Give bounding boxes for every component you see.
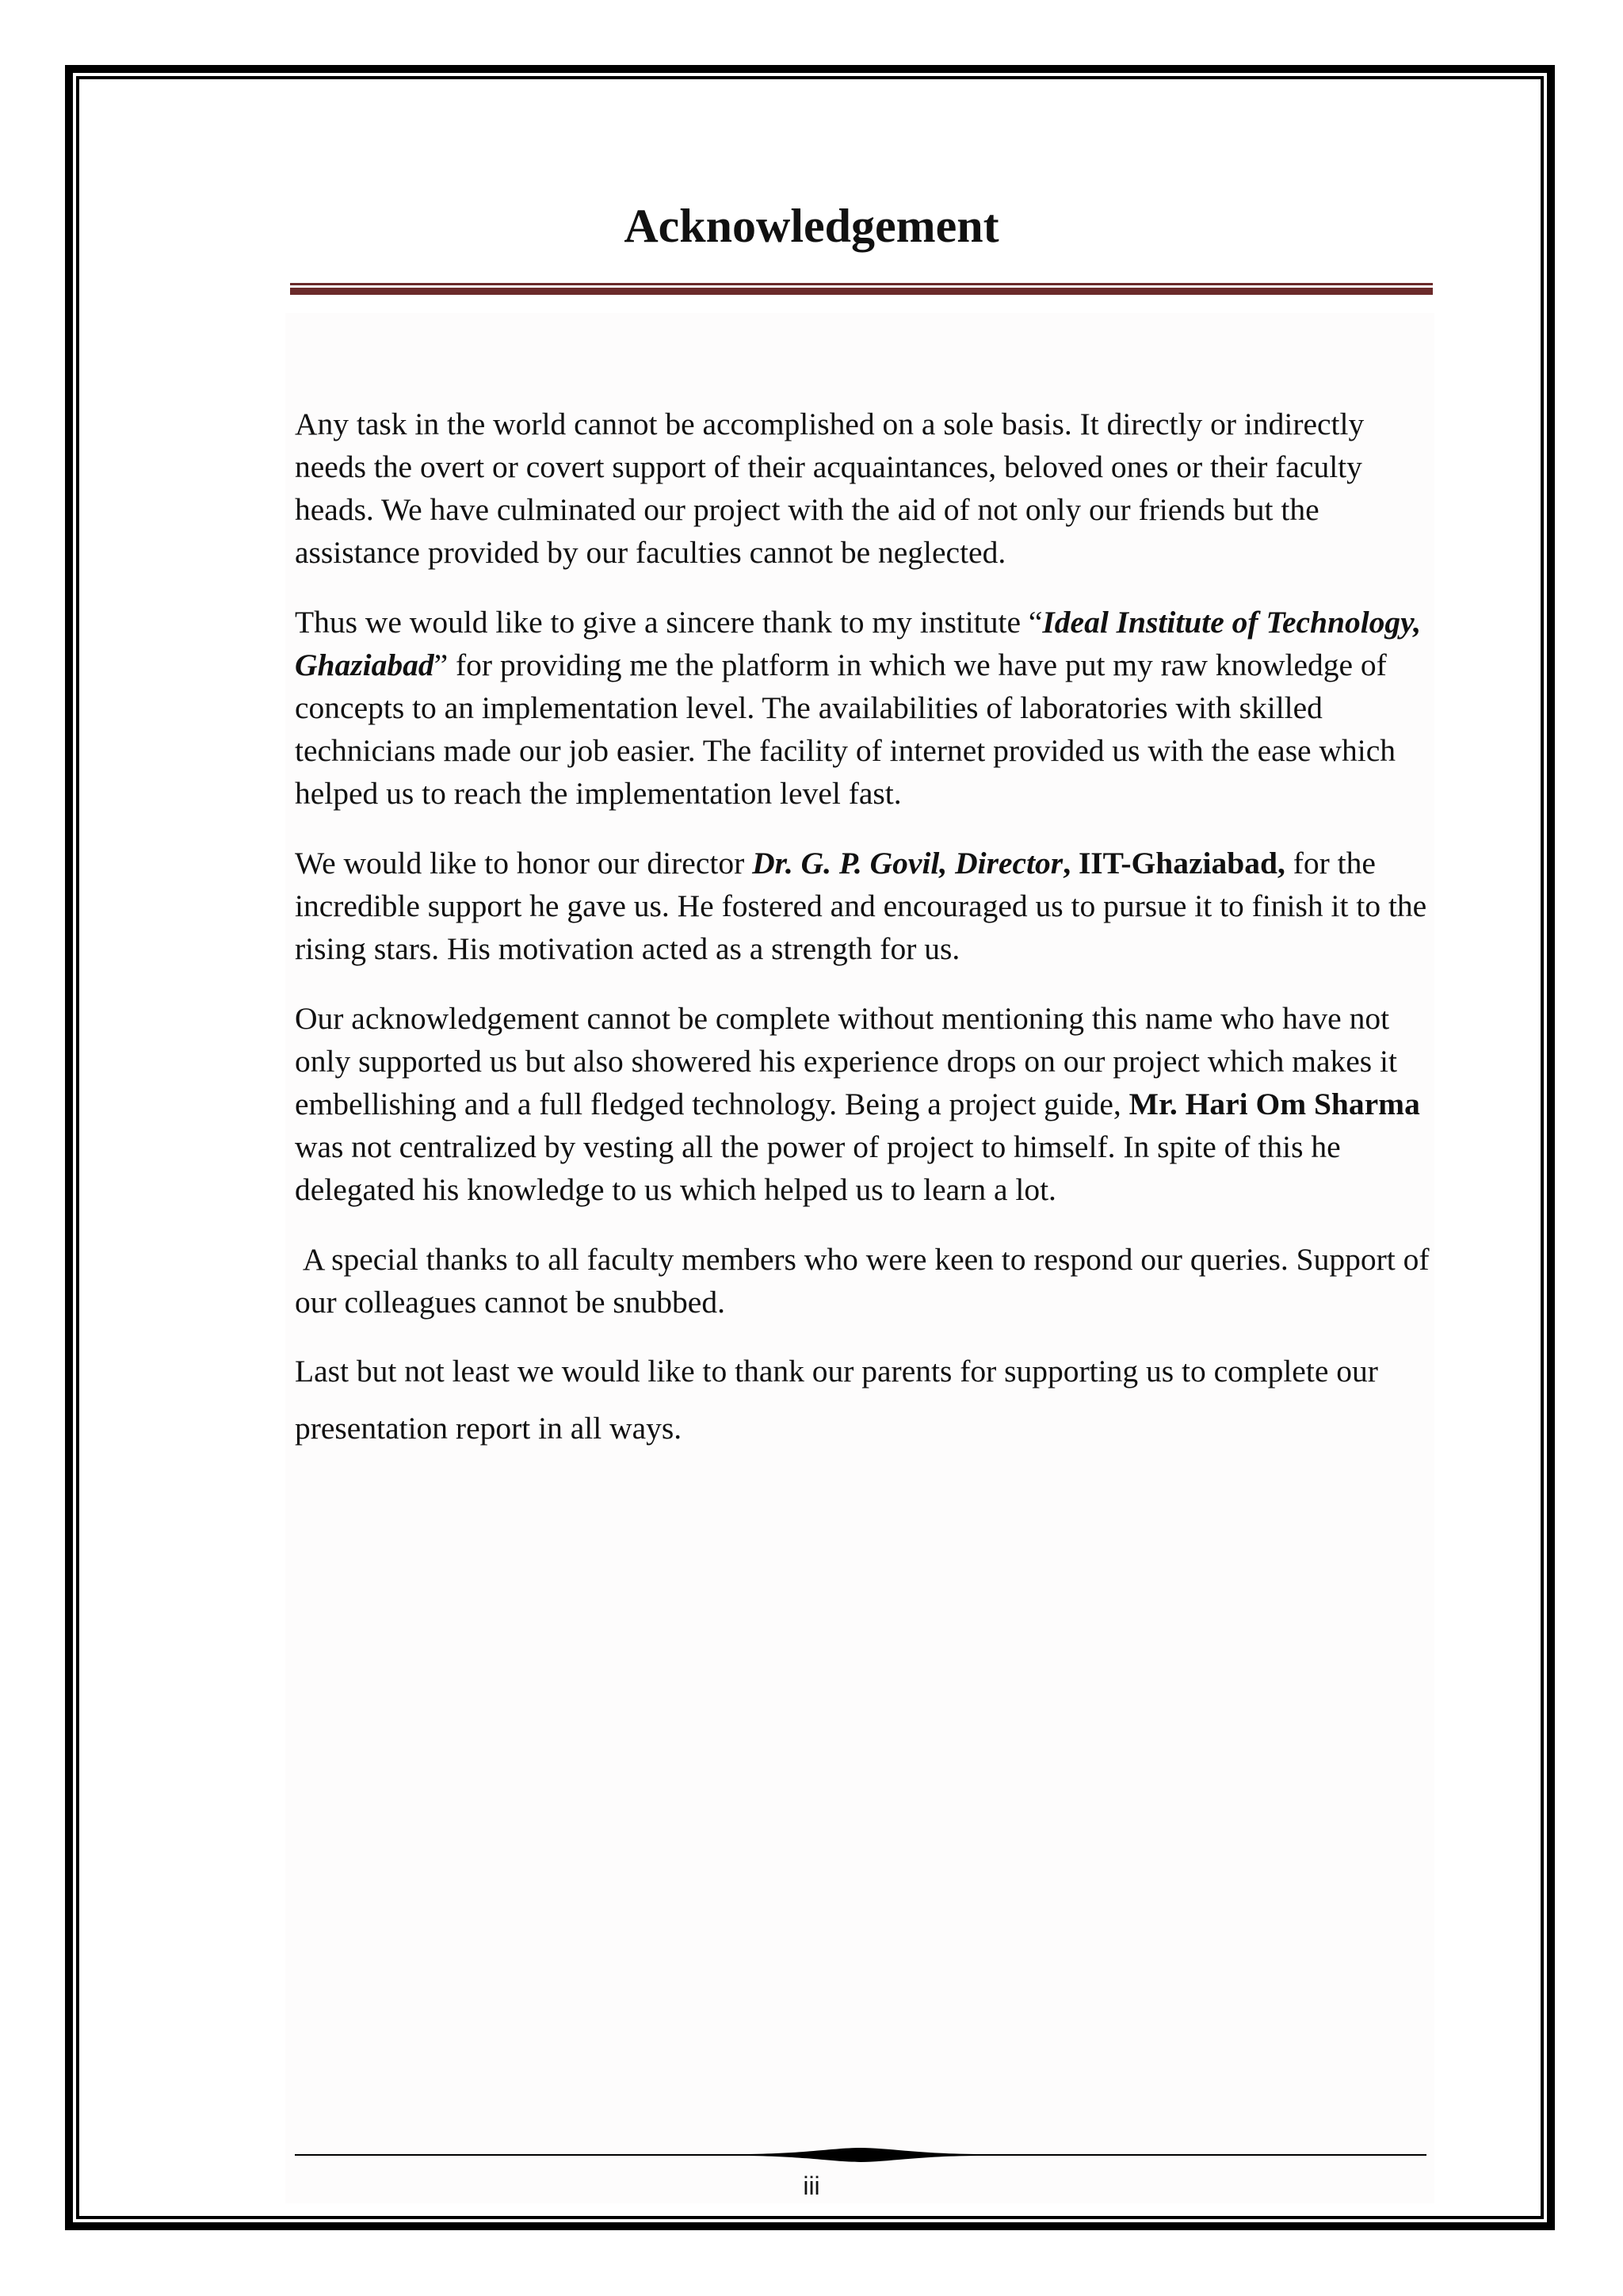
director-name: Dr. G. P. Govil, Director	[752, 846, 1064, 881]
paragraph-2	[295, 601, 1436, 815]
paragraph-4-after: was not centralized by vesting all the power of project to himself. In spite of this he delegated his knowledge to us which helped us to learn a lot.	[295, 1129, 1341, 1207]
page-number: iii	[803, 2172, 820, 2200]
footer-ornament-rule	[295, 2146, 1426, 2164]
paragraph-3-after: for the incredible support he gave us. He fostered and encouraged us to pursue it to finish it to the rising stars. His motivation acted as a strength for us.	[295, 846, 1427, 966]
paragraph-1: Any task in the world cannot be accomplished on a sole basis. It directly or indirectly needs the overt or covert support of their acquaintances, beloved ones or their faculty heads. We have culminated our project with the aid of not only our friends but the assistance provided by our faculties cannot be neglected.	[295, 407, 1365, 570]
institute-name: Ideal Institute of Technology, Ghaziabad	[295, 605, 1422, 682]
paragraph-4	[295, 997, 1436, 1211]
title-underline	[290, 283, 1433, 296]
organization-name: IIT-Ghaziabad,	[1078, 846, 1285, 881]
paragraph-6: Last but not least we would like to thank our parents for supporting us to complete our presentation report in all ways.	[295, 1354, 1378, 1446]
director-comma: ,	[1063, 846, 1079, 881]
paragraph-2-after: ” for providing me the platform in which we have put my raw knowledge of concepts to an implementation level. The availabilities of laboratories with skilled technicians made our job easier. The facility of internet provided us with the ease which helped us to reach the implementation level fast.	[295, 648, 1396, 811]
title-underline-thin	[290, 283, 1433, 285]
guide-name: Mr. Hari Om Sharma	[1128, 1087, 1420, 1121]
footer-ornament-shape	[295, 2148, 1426, 2162]
title-underline-thick	[290, 288, 1433, 295]
paragraph-3-before: We would like to honor our director	[295, 846, 753, 881]
paragraph-4-before: Our acknowledgement cannot be complete without mentioning this name who have not only supported us but also showered his experience drops on our project which makes it embellishing and a full fledged technology. Being a project guide,	[295, 1001, 1397, 1121]
paragraph-5: A special thanks to all faculty members who were keen to respond our queries. Support of our colleagues cannot be snubbed.	[295, 1242, 1438, 1320]
paragraph-3	[295, 842, 1436, 970]
page-title: Acknowledgement	[624, 200, 999, 252]
paragraph-2-before: Thus we would like to give a sincere thank to my institute “	[295, 605, 1043, 640]
acknowledgement-body	[295, 403, 1436, 1484]
